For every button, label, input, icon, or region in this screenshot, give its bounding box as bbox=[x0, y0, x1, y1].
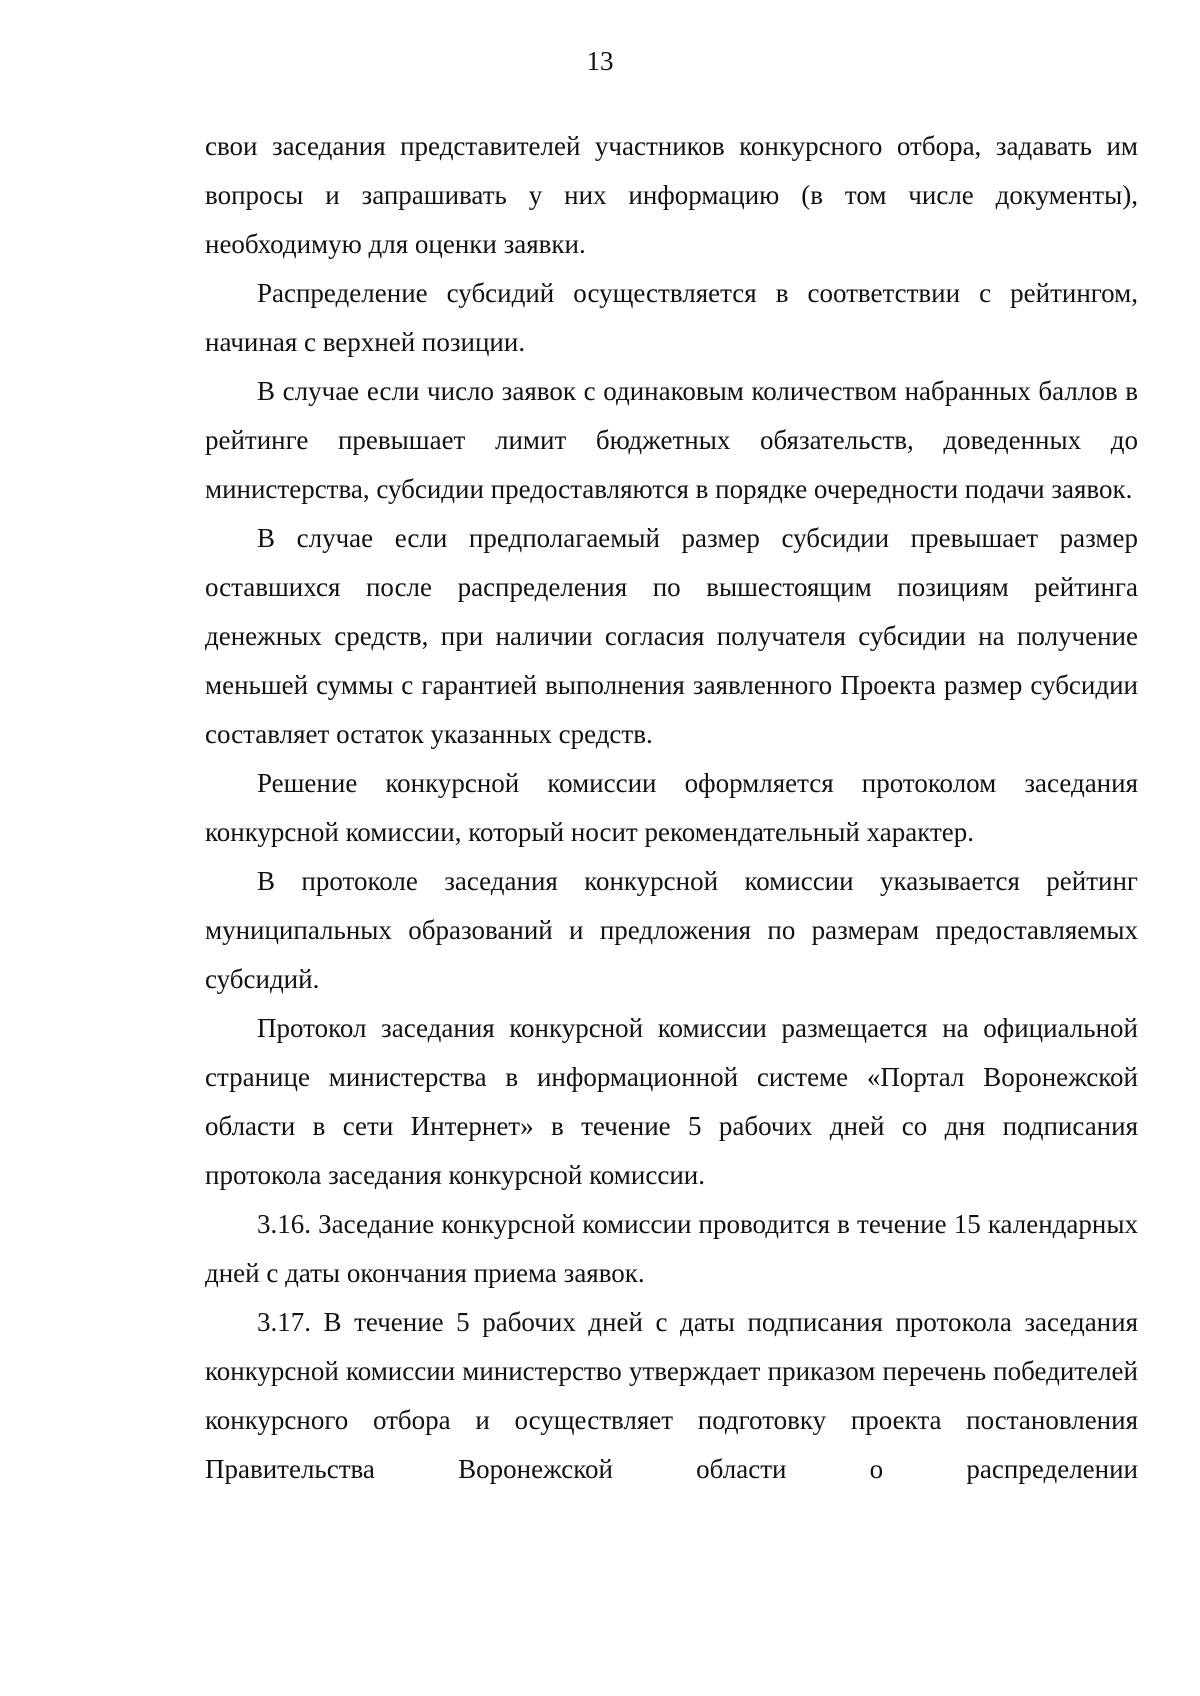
paragraph-continuation: свои заседания представителей участников конкурсного отбора, задавать им вопросы и запрашивать у них информацию (в том числе документы), необходимую для оценки заявки. bbox=[205, 131, 1138, 259]
page-number: 13 bbox=[586, 46, 614, 76]
paragraph-3-16: 3.16. Заседание конкурсной комиссии проводится в течение 15 календарных дней с даты окончания приема заявок. bbox=[205, 1209, 1138, 1288]
paragraph-commission-decision: Решение конкурсной комиссии оформляется протоколом заседания конкурсной комиссии, который носит рекомендательный характер. bbox=[205, 768, 1138, 847]
paragraph-distribution: Распределение субсидий осуществляется в соответствии с рейтингом, начиная с верхней позиции. bbox=[205, 278, 1138, 357]
paragraph-remaining-funds: В случае если предполагаемый размер субсидии превышает размер оставшихся после распределения по вышестоящим позициям рейтинга денежных средств, при наличии согласия получателя субсидии на получение меньшей суммы с гарантией выполнения заявленного Проекта размер субсидии составляет остаток указанных средств. bbox=[205, 523, 1138, 749]
paragraph-protocol-rating: В протоколе заседания конкурсной комиссии указывается рейтинг муниципальных образований и предложения по размерам предоставляемых субсидий. bbox=[205, 866, 1138, 994]
document-body bbox=[205, 122, 1138, 1494]
paragraph-3-17: 3.17. В течение 5 рабочих дней с даты подписания протокола заседания конкурсной комиссии министерство утверждает приказом перечень победителей конкурсного отбора и осуществляет подготовку проекта постановления Правительства Воронежской области о распределении bbox=[205, 1307, 1138, 1484]
paragraph-equal-scores: В случае если число заявок с одинаковым количеством набранных баллов в рейтинге превышает лимит бюджетных обязательств, доведенных до министерства, субсидии предоставляются в порядке очередности подачи заявок. bbox=[205, 376, 1138, 504]
paragraph-protocol-publication: Протокол заседания конкурсной комиссии размещается на официальной странице министерства в информационной системе «Портал Воронежской области в сети Интернет» в течение 5 рабочих дней со дня подписания протокола заседания конкурсной комиссии. bbox=[205, 1013, 1138, 1190]
